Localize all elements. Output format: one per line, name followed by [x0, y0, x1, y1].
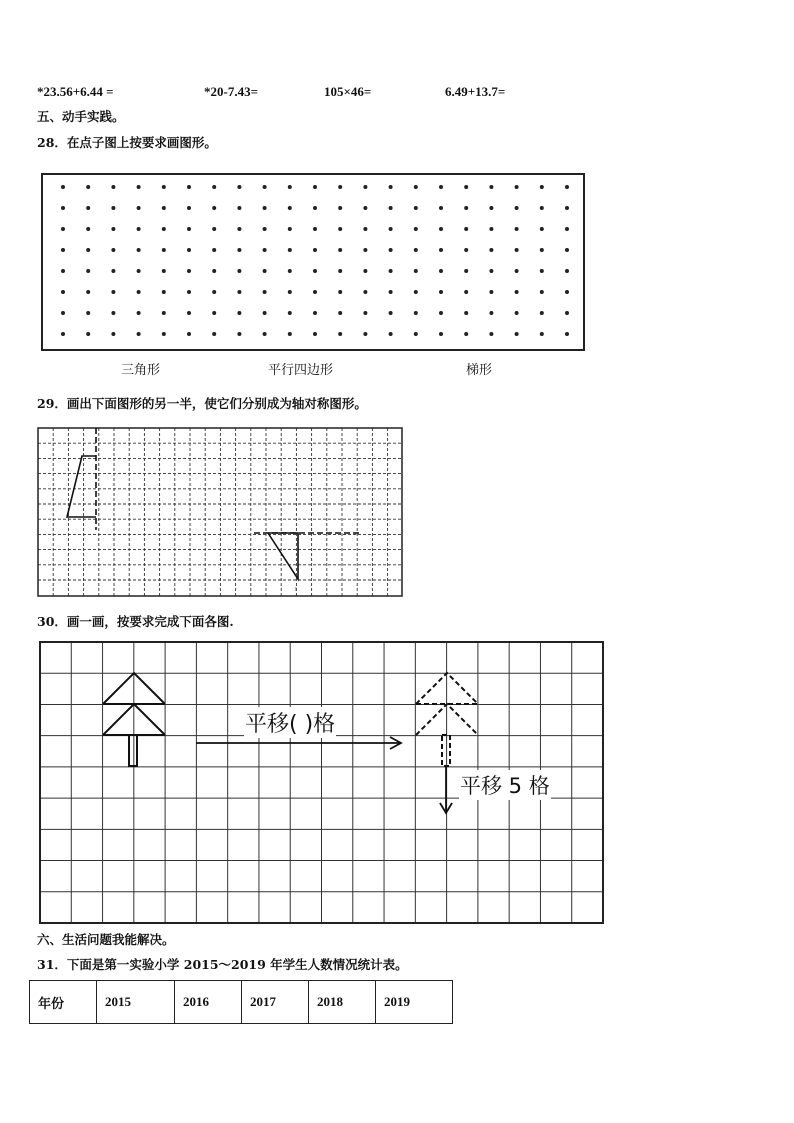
calc-item-1: *23.56+6.44 =: [37, 84, 114, 99]
label-translate-vertical: 平移 5 格: [459, 770, 551, 800]
table-header-cell: 2019: [376, 981, 453, 1024]
section-6-title: 六、生活问题我能解决。: [37, 932, 175, 947]
table-header-cell: 年份: [30, 981, 97, 1024]
question-29-text: 29．画出下面图形的另一半，使它们分别成为轴对称图形。: [37, 396, 367, 411]
caption-parallelogram: 平行四边形: [268, 363, 334, 378]
table-header-cell: 2017: [242, 981, 309, 1024]
label-translate-horizontal: 平移( )格: [244, 707, 336, 738]
table-row: [30, 981, 453, 1024]
calc-item-2: *20-7.43=: [204, 84, 258, 99]
table-header-cell: 2016: [175, 981, 242, 1024]
arrow-down: [440, 766, 452, 813]
student-count-table: [29, 980, 453, 1024]
table-header-cell: 2018: [309, 981, 376, 1024]
question-31-text: 31．下面是第一实验小学 2015～2019 年学生人数情况统计表。: [37, 957, 408, 972]
caption-trapezoid: 梯形: [466, 363, 493, 378]
arrow-right: [196, 737, 401, 749]
calc-item-4: 6.49+13.7=: [445, 84, 506, 99]
caption-triangle: 三角形: [121, 363, 161, 378]
calc-item-3: 105×46=: [324, 84, 372, 99]
section-5-title: 五、动手实践。: [37, 109, 125, 124]
table-header-cell: 2015: [97, 981, 175, 1024]
question-28-text: 28．在点子图上按要求画图形。: [37, 135, 217, 150]
svg-text:ᴵ: ᴵ: [295, 587, 297, 597]
question-30-text: 30．画一画，按要求完成下面各图.: [37, 614, 234, 629]
